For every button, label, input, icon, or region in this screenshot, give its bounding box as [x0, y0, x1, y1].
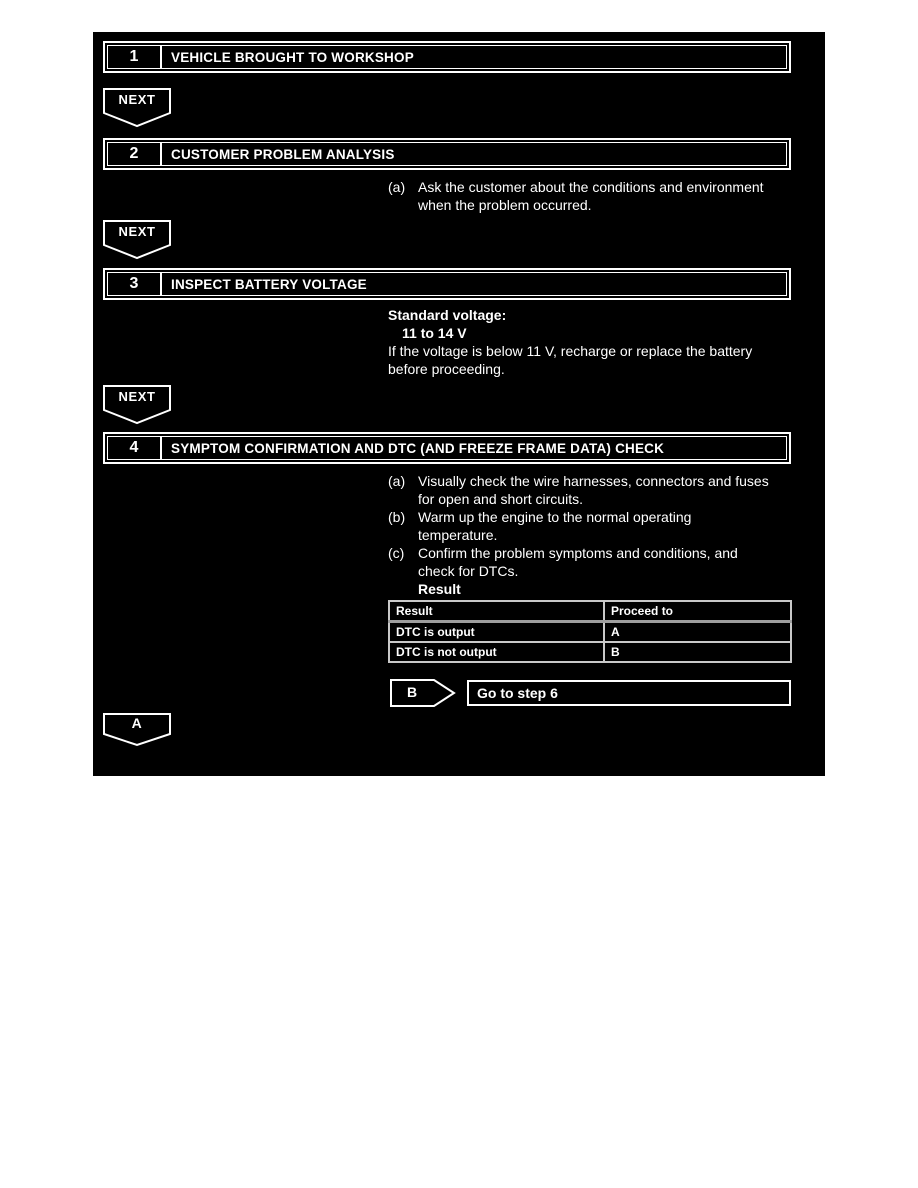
item-text: Warm up the engine to the normal operating temperature.	[418, 509, 692, 543]
result-label: Result	[418, 581, 461, 597]
diagnostic-flowchart	[93, 32, 825, 776]
item-marker: (a)	[388, 179, 406, 195]
table-row	[389, 622, 791, 643]
step-number: 2	[108, 143, 162, 165]
item-marker: (c)	[388, 545, 405, 561]
item-marker: (a)	[388, 473, 406, 489]
step-3-body	[388, 306, 792, 378]
item-text: Confirm the problem symptoms and conditions, and check for DTCs.	[418, 545, 738, 579]
step-4-body	[388, 472, 792, 598]
table-cell-result: DTC is output	[389, 622, 604, 643]
result-table	[388, 600, 792, 663]
step-2-body	[388, 178, 792, 214]
step-note: If the voltage is below 11 V, recharge or replace the battery before proceeding.	[388, 343, 753, 377]
step-title: VEHICLE BROUGHT TO WORKSHOP	[171, 49, 414, 65]
step-title: INSPECT BATTERY VOLTAGE	[171, 276, 367, 292]
step-title: SYMPTOM CONFIRMATION AND DTC (AND FREEZE FRAME DATA) CHECK	[171, 440, 665, 456]
table-header-result: Result	[389, 601, 604, 622]
step-4-box	[103, 432, 791, 464]
step-number: 1	[108, 46, 162, 68]
branch-b-row	[390, 679, 825, 707]
branch-b-label: B	[406, 684, 418, 700]
branch-b-connector	[390, 679, 456, 707]
step-number: 4	[108, 437, 162, 459]
step-1-box	[103, 41, 791, 73]
table-cell-proceed: A	[604, 622, 791, 643]
spec-title: Standard voltage:	[388, 307, 507, 323]
table-header-row	[389, 601, 791, 622]
item-text: Ask the customer about the conditions and environment when the problem occurred.	[418, 179, 764, 213]
instruction-item	[388, 178, 792, 214]
table-row	[389, 642, 791, 662]
step-2-header	[107, 142, 787, 166]
step-4-header	[107, 436, 787, 460]
step-2-box	[103, 138, 791, 170]
item-marker: (b)	[388, 509, 406, 525]
next-connector-1	[103, 88, 171, 128]
next-connector-3	[103, 385, 171, 425]
goto-step-6-box: Go to step 6	[467, 680, 791, 706]
item-text: Visually check the wire harnesses, connectors and fuses for open and short circuits.	[418, 473, 769, 507]
step-3-box	[103, 268, 791, 300]
next-connector-2	[103, 220, 171, 260]
next-label: NEXT	[118, 224, 156, 239]
table-header-proceed-to: Proceed to	[604, 601, 791, 622]
next-label: NEXT	[118, 92, 156, 107]
table-cell-proceed: B	[604, 642, 791, 662]
next-label: NEXT	[118, 389, 156, 404]
instruction-item	[388, 508, 792, 544]
step-3-header	[107, 272, 787, 296]
table-cell-result: DTC is not output	[389, 642, 604, 662]
branch-a-connector	[103, 713, 171, 747]
instruction-item	[388, 472, 792, 508]
step-number: 3	[108, 273, 162, 295]
instruction-item	[388, 544, 792, 580]
branch-a-label: A	[131, 715, 143, 731]
step-title: CUSTOMER PROBLEM ANALYSIS	[171, 146, 395, 162]
step-1-header	[107, 45, 787, 69]
spec-value: 11 to 14 V	[402, 325, 467, 341]
